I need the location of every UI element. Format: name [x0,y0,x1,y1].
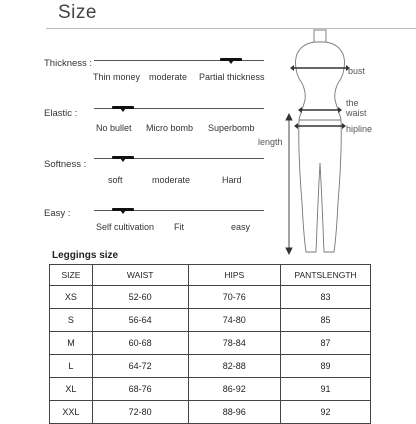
thickness-option-thin: Thin money [93,72,141,82]
table-row [50,378,371,401]
elastic-selected-marker [112,106,134,109]
elastic-option-no-bullet: No bullet [96,123,132,133]
elastic-option-superbomb: Superbomb [208,123,255,133]
easy-label: Easy : [44,208,71,219]
easy-option-fit: Fit [174,222,184,232]
cell-hips: 82-88 [188,355,281,378]
thickness-label: Thickness : [44,58,93,69]
waist-label-line2: waist [346,108,367,118]
cell-length: 92 [281,401,371,424]
title-divider [46,28,416,29]
cell-hips: 70-76 [188,286,281,309]
table-row [50,401,371,424]
softness-label: Softness : [44,159,87,170]
cell-size: XL [50,378,93,401]
cell-waist: 64-72 [92,355,188,378]
elastic-option-micro-bomb: Micro bomb [146,123,194,133]
header-pants-length: PANTSLENGTH [281,265,371,286]
hipline-label: hipline [346,124,373,134]
cell-waist: 56-64 [92,309,188,332]
bust-label: bust [348,66,366,76]
header-waist: WAIST [92,265,188,286]
waist-label-line1: the [346,98,359,108]
cell-hips: 74-80 [188,309,281,332]
table-row [50,355,371,378]
cell-length: 89 [281,355,371,378]
cell-size: XS [50,286,93,309]
thickness-option-moderate: moderate [149,72,188,82]
cell-waist: 68-76 [92,378,188,401]
cell-waist: 52-60 [92,286,188,309]
cell-length: 83 [281,286,371,309]
softness-option-moderate: moderate [152,175,191,185]
table-title: Leggings size [52,250,119,261]
size-table [49,264,371,424]
cell-size: M [50,332,93,355]
cell-hips: 78-84 [188,332,281,355]
cell-hips: 86-92 [188,378,281,401]
cell-length: 91 [281,378,371,401]
elastic-label: Elastic : [44,108,78,119]
length-label: length [258,137,283,147]
cell-length: 87 [281,332,371,355]
softness-selected-marker [112,156,134,159]
header-size: SIZE [50,265,93,286]
table-header-row [50,265,371,286]
softness-option-hard: Hard [222,175,242,185]
easy-option-easy: easy [231,222,251,232]
cell-size: L [50,355,93,378]
page-title: Size [58,2,97,23]
thickness-option-partial: Partial thickness [199,72,265,82]
easy-option-self-cultivation: Self cultivation [96,222,155,232]
table-row [50,286,371,309]
cell-size: XXL [50,401,93,424]
header-hips: HIPS [188,265,281,286]
table-row [50,332,371,355]
easy-selected-marker [112,208,134,211]
cell-waist: 60-68 [92,332,188,355]
cell-length: 85 [281,309,371,332]
thickness-selected-marker [220,58,242,61]
mannequin-figure [280,28,360,258]
softness-option-soft: soft [108,175,123,185]
table-row [50,309,371,332]
cell-size: S [50,309,93,332]
cell-waist: 72-80 [92,401,188,424]
cell-hips: 88-96 [188,401,281,424]
